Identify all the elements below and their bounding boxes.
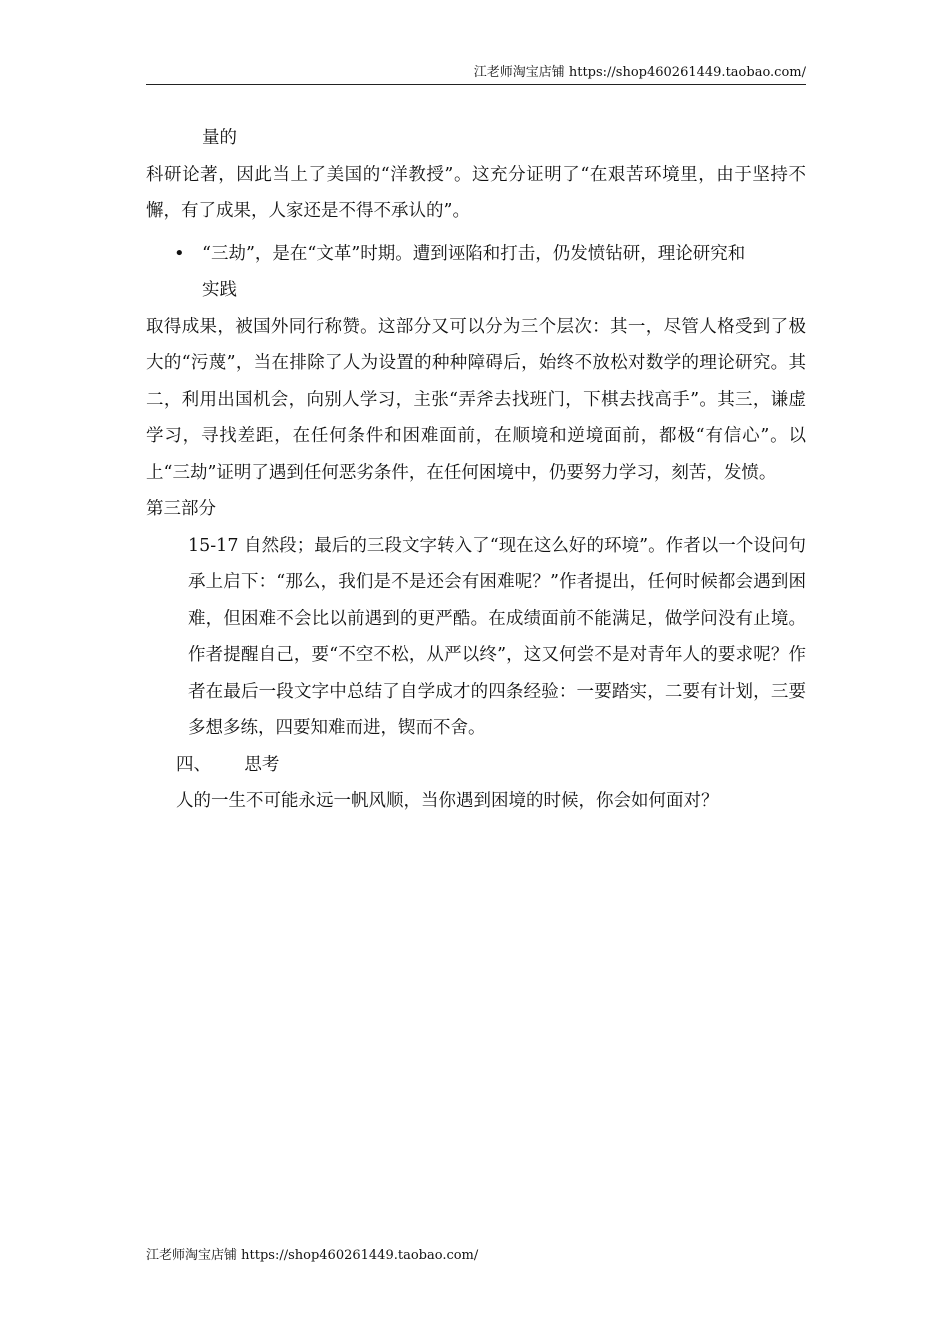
bullet-icon: • bbox=[174, 242, 185, 264]
section-number: 四、 bbox=[176, 754, 211, 775]
bullet-continuation: 实践 bbox=[202, 280, 237, 300]
document-body bbox=[146, 120, 806, 820]
footer-text: 江老师淘宝店铺 https://shop460261449.taobao.com/ bbox=[146, 1248, 479, 1263]
page-header bbox=[146, 64, 806, 85]
paragraph: 人的一生不可能永远一帆风顺，当你遇到困境的时候，你会如何面对？ bbox=[176, 791, 719, 811]
bullet-text: “三劫”，是在“文革”时期。遭到诬陷和打击，仍发愤钻研，理论研究和 bbox=[202, 243, 746, 264]
paragraph: 科研论著，因此当上了美国的“洋教授”。这充分证明了“在艰苦环境里，由于坚持不懈，有了成果，人家还是不得不承认的”。 bbox=[146, 164, 806, 221]
header-text: 江老师淘宝店铺 https://shop460261449.taobao.com/ bbox=[473, 65, 806, 80]
section-heading bbox=[146, 747, 806, 784]
page-footer bbox=[146, 1247, 478, 1265]
paragraph: 取得成果，被国外同行称赞。这部分又可以分为三个层次：其一，尽管人格受到了极大的“污蔑”，当在排除了人为设置的种种障碍后，始终不放松对数学的理论研究。其二，利用出国机会，向别人学习，主张“弄斧去找班门，下棋去找高手”。其三，谦虚学习，寻找差距，在任何条件和困难面前，在顺境和逆境面前，都极“有信心”。以上“三劫”证明了遇到任何恶劣条件，在任何困境中，仍要努力学习，刻苦，发愤。 bbox=[146, 316, 806, 483]
section-heading: 第三部分 bbox=[146, 499, 216, 519]
bullet-item bbox=[146, 236, 806, 273]
paragraph-continuation: 量的 bbox=[202, 128, 237, 148]
section-title: 思考 bbox=[244, 754, 280, 775]
paragraph: 15-17 自然段；最后的三段文字转入了“现在这么好的环境”。作者以一个设问句承上启下：“那么，我们是不是还会有困难呢？”作者提出，任何时候都会遇到困难，但困难不会比以前遇到的更严酷。在成绩面前不能满足，做学问没有止境。作者提醒自己，要“不空不松，从严以终”，这又何尝不是对青年人的要求呢？作者在最后一段文字中总结了自学成才的四条经验：一要踏实，二要有计划，三要多想多练，四要知难而进，锲而不舍。 bbox=[188, 535, 806, 738]
